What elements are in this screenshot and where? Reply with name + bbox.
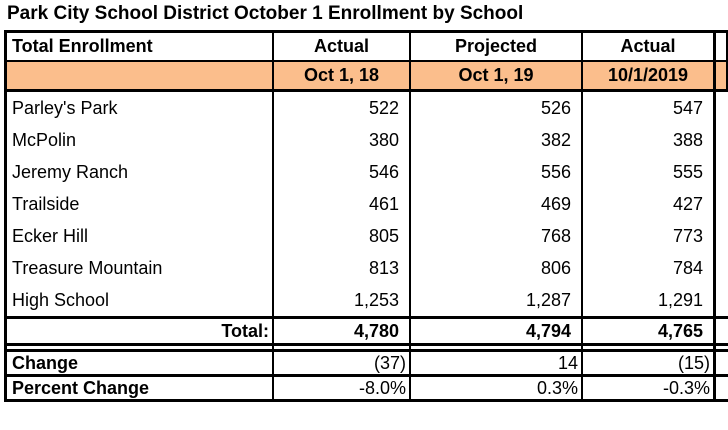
- total-value-cell: 4,794: [411, 316, 583, 346]
- enrollment-value-cell: 773: [583, 220, 716, 252]
- change-value-cell: 14: [411, 349, 583, 377]
- enrollment-value-cell: 805: [274, 220, 411, 252]
- header-date-oct1-19-cell: Oct 1, 19: [411, 62, 583, 92]
- school-name-cell: Jeremy Ranch: [4, 156, 274, 188]
- percent-change-value-cell: 0.3%: [411, 377, 583, 402]
- enrollment-value-cell: 382: [411, 124, 583, 156]
- clipped-column-cell: [716, 62, 728, 92]
- clipped-column-cell: [716, 377, 728, 402]
- enrollment-table: [4, 30, 728, 402]
- school-name-cell: Treasure Mountain: [4, 252, 274, 284]
- clipped-column-cell: [716, 252, 728, 284]
- enrollment-value-cell: 556: [411, 156, 583, 188]
- header-date-blank-cell: [4, 62, 274, 92]
- total-label-cell: Total:: [4, 316, 274, 346]
- total-value-cell: 4,780: [274, 316, 411, 346]
- header-actual-2019-cell: Actual: [583, 30, 716, 62]
- enrollment-value-cell: 427: [583, 188, 716, 220]
- enrollment-value-cell: 522: [274, 92, 411, 124]
- school-name-cell: High School: [4, 284, 274, 316]
- enrollment-value-cell: 546: [274, 156, 411, 188]
- clipped-column-cell: [716, 316, 728, 346]
- change-label-cell: Change: [4, 349, 274, 377]
- header-date-oct1-18-cell: Oct 1, 18: [274, 62, 411, 92]
- school-name-cell: McPolin: [4, 124, 274, 156]
- enrollment-value-cell: 388: [583, 124, 716, 156]
- clipped-column-cell: [716, 156, 728, 188]
- clipped-column-cell: [716, 220, 728, 252]
- header-date-10-1-2019-cell: 10/1/2019: [583, 62, 716, 92]
- percent-change-value-cell: -0.3%: [583, 377, 716, 402]
- school-name-cell: Parley's Park: [4, 92, 274, 124]
- enrollment-value-cell: 469: [411, 188, 583, 220]
- clipped-column-cell: [716, 92, 728, 124]
- enrollment-value-cell: 806: [411, 252, 583, 284]
- header-total-enrollment-cell: Total Enrollment: [4, 30, 274, 62]
- clipped-column-cell: [716, 349, 728, 377]
- change-value-cell: (15): [583, 349, 716, 377]
- change-value-cell: (37): [274, 349, 411, 377]
- total-value-cell: 4,765: [583, 316, 716, 346]
- enrollment-value-cell: 784: [583, 252, 716, 284]
- enrollment-value-cell: 526: [411, 92, 583, 124]
- enrollment-value-cell: 555: [583, 156, 716, 188]
- clipped-column-cell: [716, 188, 728, 220]
- clipped-column-cell: [716, 124, 728, 156]
- enrollment-value-cell: 768: [411, 220, 583, 252]
- enrollment-value-cell: 1,253: [274, 284, 411, 316]
- clipped-column-cell: [716, 30, 728, 62]
- percent-change-label-cell: Percent Change: [4, 377, 274, 402]
- enrollment-value-cell: 461: [274, 188, 411, 220]
- header-actual-2018-cell: Actual: [274, 30, 411, 62]
- enrollment-value-cell: 547: [583, 92, 716, 124]
- enrollment-value-cell: 380: [274, 124, 411, 156]
- clipped-column-cell: [716, 284, 728, 316]
- enrollment-value-cell: 813: [274, 252, 411, 284]
- enrollment-value-cell: 1,291: [583, 284, 716, 316]
- page-title: Park City School District October 1 Enrollment by School: [7, 3, 524, 24]
- school-name-cell: Ecker Hill: [4, 220, 274, 252]
- school-name-cell: Trailside: [4, 188, 274, 220]
- percent-change-value-cell: -8.0%: [274, 377, 411, 402]
- enrollment-value-cell: 1,287: [411, 284, 583, 316]
- header-projected-2019-cell: Projected: [411, 30, 583, 62]
